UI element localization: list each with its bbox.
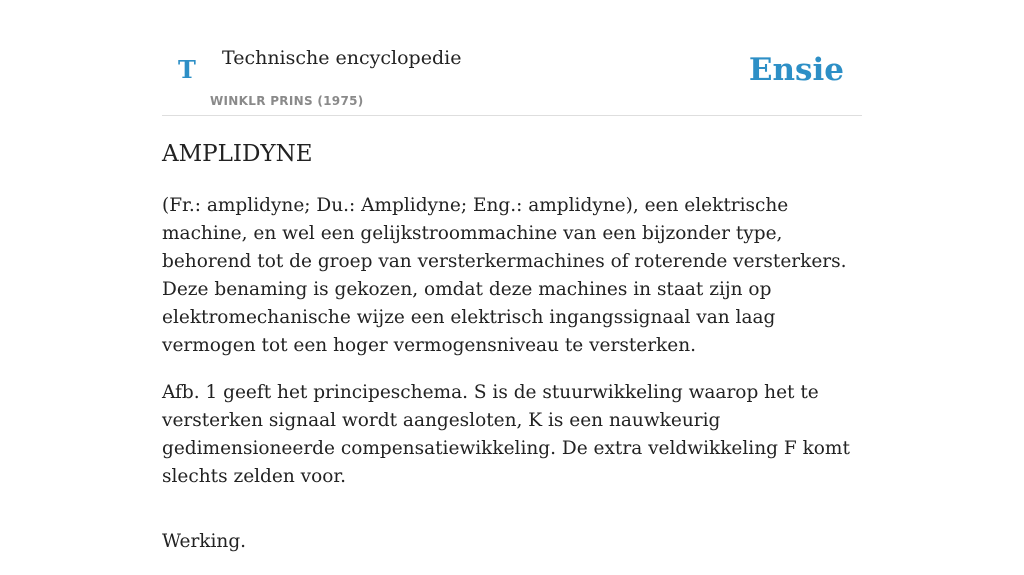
entry-paragraph-2: Afb. 1 geeft het principeschema. S is de stuurwikkeling waarop het te versterken signaal wordt aangesloten, K is een nauwkeurig gedimensioneerde compensatiewikkeling. De extra veldwikkeling F komt slechts zelden voor.: [162, 382, 850, 487]
encyclopedia-logo[interactable]: T: [178, 55, 196, 84]
section-subheading: Werking.: [162, 531, 247, 552]
article-page: [162, 0, 862, 552]
page-header: [162, 0, 862, 116]
entry-paragraph-1: (Fr.: amplidyne; Du.: Amplidyne; Eng.: amplidyne), een elektrische machine, en wel een gelijkstroommachine van een bijzonder type, behorend tot de groep van versterkermachines of roterende versterkers. Deze benaming is gekozen, omdat deze machines in staat zijn op elektromechanische wijze een elektrisch ingangssignaal van laag vermogen tot een hoger vermogensniveau te versterken.: [162, 195, 847, 356]
edition-label: WINKLR PRINS (1975): [210, 94, 364, 108]
ensie-brand-logo[interactable]: Ensie: [748, 52, 844, 88]
encyclopedia-title-link[interactable]: Technische encyclopedie: [222, 47, 462, 69]
entry-body: [162, 192, 862, 575]
entry-title: AMPLIDYNE: [162, 141, 313, 167]
